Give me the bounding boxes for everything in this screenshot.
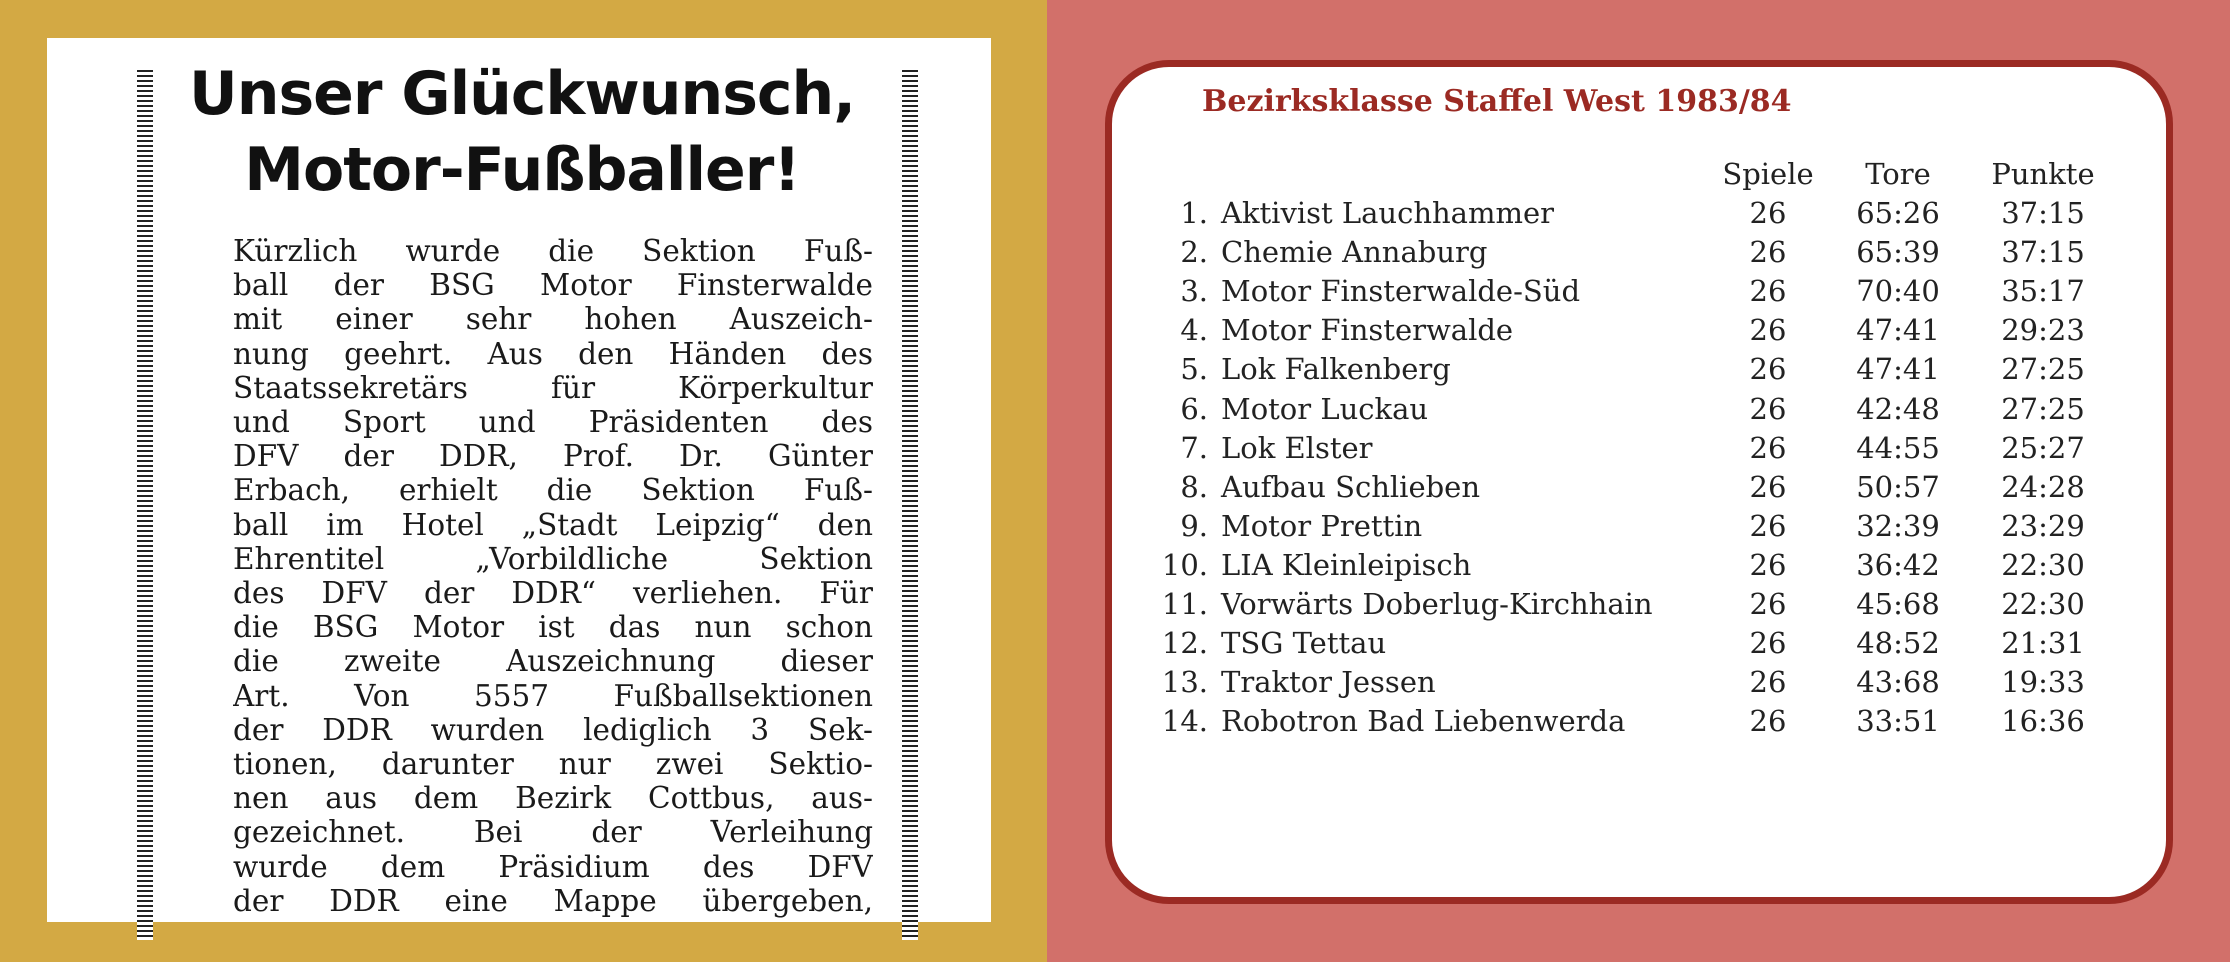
decorative-rule-right (902, 70, 918, 940)
row-rank: 1. (1180, 196, 1208, 230)
decorative-rule-left (137, 70, 153, 940)
row-goals: 65:39 (1856, 235, 1940, 270)
row-points: 23:29 (2001, 508, 2085, 543)
row-rank: 5. (1180, 352, 1208, 387)
row-goals: 44:55 (1856, 430, 1940, 465)
article-line: Ehrentitel „Vorbildliche Sektion (233, 541, 873, 576)
row-rank: 14. (1161, 704, 1208, 739)
row-team: Traktor Jessen (1221, 665, 1436, 700)
article-line: der DDR wurden lediglich 3 Sek- (233, 712, 873, 747)
row-rank: 8. (1180, 469, 1208, 504)
article-line: Kürzlich wurde die Sektion Fuß- (233, 234, 873, 268)
row-points: 22:30 (2001, 587, 2085, 621)
row-team: Vorwärts Doberlug-Kirchhain (1221, 587, 1653, 621)
article-line: wurde dem Präsidium des DFV (233, 849, 873, 884)
column-header-points: Punkte (1991, 157, 2095, 191)
article-line: des DFV der DDR“ verliehen. Für (233, 576, 873, 611)
row-goals: 42:48 (1856, 391, 1940, 426)
left-panel (0, 0, 1047, 962)
row-rank: 4. (1180, 313, 1208, 348)
row-team: Motor Luckau (1221, 391, 1429, 426)
row-goals: 47:41 (1856, 352, 1940, 387)
row-games: 26 (1749, 313, 1787, 348)
row-goals: 70:40 (1856, 274, 1940, 309)
row-games: 26 (1749, 391, 1787, 426)
article-line: ball der BSG Motor Finsterwalde (233, 268, 873, 303)
article-line: tionen, darunter nur zwei Sektio- (233, 747, 873, 782)
row-points: 24:28 (2001, 469, 2085, 504)
article-line: gezeichnet. Bei der Verleihung (233, 815, 873, 850)
article-line: die BSG Motor ist das nun schon (233, 610, 873, 645)
article-line: mit einer sehr hohen Auszeich- (233, 302, 873, 337)
row-rank: 6. (1180, 391, 1208, 426)
row-team: Motor Finsterwalde-Süd (1221, 274, 1581, 309)
row-points: 19:33 (2001, 665, 2085, 700)
row-points: 16:36 (2001, 704, 2085, 739)
row-rank: 12. (1161, 626, 1208, 661)
article-line: und Sport und Präsidenten des (233, 405, 873, 440)
row-team: Motor Prettin (1221, 508, 1423, 543)
article-line: nung geehrt. Aus den Händen des (233, 336, 873, 371)
row-games: 26 (1749, 704, 1787, 739)
column-header-goals: Tore (1865, 157, 1931, 191)
standings-title: Bezirksklasse Staffel West 1983/84 (1202, 84, 1792, 119)
row-games: 26 (1749, 508, 1787, 543)
row-points: 27:25 (2001, 352, 2085, 387)
article-line: Erbach, erhielt die Sektion Fuß- (233, 473, 873, 508)
article-line: die zweite Auszeichnung dieser (233, 644, 873, 679)
article-line: Staatssekretärs für Körperkultur (233, 370, 873, 405)
article-text (233, 234, 873, 918)
article-line: nen aus dem Bezirk Cottbus, aus- (233, 781, 873, 816)
row-rank: 11. (1161, 587, 1208, 621)
row-rank: 3. (1180, 274, 1208, 309)
row-games: 26 (1749, 665, 1787, 700)
row-points: 37:15 (2001, 196, 2085, 230)
article-line: ball im Hotel „Stadt Leipzig“ den (233, 507, 873, 542)
row-games: 26 (1749, 547, 1787, 582)
newspaper-clipping (47, 38, 991, 922)
row-team: Aufbau Schlieben (1221, 469, 1481, 504)
row-team: TSG Tettau (1221, 626, 1387, 661)
row-team: LIA Kleinleipisch (1221, 547, 1472, 582)
row-rank: 9. (1180, 508, 1208, 543)
row-goals: 45:68 (1856, 587, 1940, 621)
row-rank: 7. (1180, 430, 1208, 465)
row-team: Robotron Bad Liebenwerda (1221, 704, 1626, 739)
row-team: Lok Falkenberg (1221, 352, 1451, 387)
row-games: 26 (1749, 352, 1787, 387)
row-goals: 36:42 (1856, 547, 1940, 582)
row-games: 26 (1749, 626, 1787, 661)
article-line: DFV der DDR, Prof. Dr. Günter (233, 439, 873, 474)
row-goals: 47:41 (1856, 313, 1940, 348)
row-games: 26 (1749, 274, 1787, 309)
headline-line: Unser Glückwunsch, (189, 59, 855, 129)
row-team: Motor Finsterwalde (1221, 313, 1514, 348)
row-points: 21:31 (2001, 626, 2085, 661)
row-goals: 65:26 (1856, 196, 1940, 230)
row-games: 26 (1749, 235, 1787, 270)
row-goals: 32:39 (1856, 508, 1940, 543)
column-header-games: Spiele (1722, 157, 1814, 191)
row-goals: 43:68 (1856, 665, 1940, 700)
row-points: 25:27 (2001, 430, 2085, 465)
row-points: 37:15 (2001, 235, 2085, 270)
headline-line: Motor-Fußballer! (244, 135, 800, 205)
row-games: 26 (1749, 430, 1787, 465)
row-rank: 2. (1180, 235, 1208, 270)
row-points: 35:17 (2001, 274, 2085, 309)
row-team: Chemie Annaburg (1221, 235, 1488, 270)
row-goals: 33:51 (1856, 704, 1940, 739)
row-points: 27:25 (2001, 391, 2085, 426)
row-rank: 13. (1161, 665, 1208, 700)
article-line: Art. Von 5557 Fußballsektionen (233, 678, 873, 713)
row-games: 26 (1749, 587, 1787, 621)
row-games: 26 (1749, 469, 1787, 504)
clipping-headline (162, 56, 882, 208)
row-team: Lok Elster (1221, 430, 1373, 465)
row-goals: 48:52 (1856, 626, 1940, 661)
row-games: 26 (1749, 196, 1787, 230)
row-goals: 50:57 (1856, 469, 1940, 504)
article-line: der DDR eine Mappe übergeben, (233, 883, 873, 918)
row-points: 29:23 (2001, 313, 2085, 348)
row-team: Aktivist Lauchhammer (1221, 196, 1554, 230)
row-rank: 10. (1161, 547, 1208, 582)
row-points: 22:30 (2001, 547, 2085, 582)
